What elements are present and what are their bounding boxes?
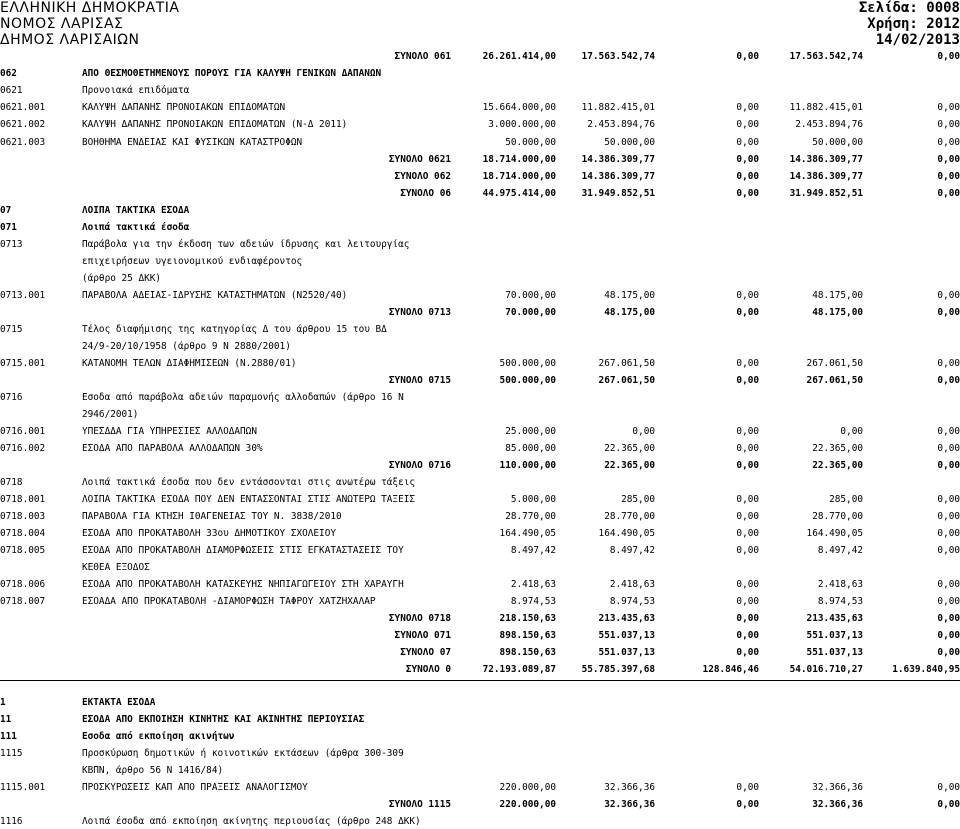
total-row: [0, 374, 960, 388]
remaining-amount: 0,00: [937, 188, 960, 199]
country-label: ΕΛΛΗΝΙΚΗ ΔΗΜΟΚΡΑΤΙΑ: [0, 0, 180, 16]
certified-amount: 22.365,00: [604, 443, 655, 454]
account-code: 0718.003: [0, 511, 46, 522]
account-code: 0718.005: [0, 545, 46, 556]
total-row: [0, 612, 960, 626]
pending-amount: 0,00: [736, 137, 759, 148]
account-code: 0716.002: [0, 443, 46, 454]
account-description: ΒΟΗΘΗΜΑ ΕΝΔΕΙΑΣ ΚΑΙ ΦΥΣΙΚΩΝ ΚΑΤΑΣΤΡΟΦΩΝ: [82, 137, 303, 148]
pending-amount: 0,00: [736, 782, 759, 793]
account-description: Παράβολα για την έκδοση των αδειών ίδρυσης και λειτουργίας: [82, 239, 410, 250]
budget-amount: 898.150,63: [499, 647, 556, 658]
budget-amount: 70.000,00: [505, 307, 556, 318]
collected-amount: 285,00: [829, 494, 863, 505]
collected-amount: 267.061,50: [806, 358, 863, 369]
section-divider: [0, 680, 960, 681]
remaining-amount: 0,00: [937, 119, 960, 130]
account-description: ΠΑΡΑΒΟΛΑ ΓΙΑ ΚΤΗΣΗ ΙΘΑΓΕΝΕΙΑΣ ΤΟΥ Ν. 3838/2010: [82, 511, 342, 522]
account-code: 11: [0, 714, 12, 725]
certified-amount: 31.949.852,51: [581, 188, 655, 199]
budget-amount: 218.150,63: [499, 613, 556, 624]
total-row: [0, 459, 960, 473]
account-code: 0718: [0, 477, 23, 488]
remaining-amount: 0,00: [937, 799, 960, 810]
certified-amount: 267.061,50: [598, 358, 655, 369]
certified-amount: 8.497,42: [609, 545, 655, 556]
account-description: Εσοδα από παράβολα αδειών παραμονής αλλοδαπών (άρθρο 16 Ν: [82, 392, 404, 403]
pending-amount: 0,00: [736, 613, 759, 624]
remaining-amount: 0,00: [937, 460, 960, 471]
account-code: 0713: [0, 239, 23, 250]
budget-amount: 15.664.000,00: [482, 102, 556, 113]
pending-amount: 0,00: [736, 579, 759, 590]
budget-amount: 85.000,00: [505, 443, 556, 454]
remaining-amount: 0,00: [937, 782, 960, 793]
pending-amount: 0,00: [736, 511, 759, 522]
account-description: ΚΑΛΥΨΗ ΔΑΠΑΝΗΣ ΠΡΟΝΟΙΑΚΩΝ ΕΠΙΔΟΜΑΤΩΝ: [82, 102, 286, 113]
certified-amount: 551.037,13: [598, 630, 655, 641]
report-date: 14/02/2013: [875, 32, 960, 48]
account-row: [0, 118, 960, 132]
collected-amount: 48.175,00: [812, 290, 863, 301]
budget-amount: 50.000,00: [505, 137, 556, 148]
account-description: ΕΣΟΔΑ ΑΠΟ ΠΡΟΚΑΤΑΒΟΛΗ ΔΙΑΜΟΡΦΩΣΕΙΣ ΣΤΙΣ ΕΓΚΑΤΑΣΤΑΣΕΙΣ ΤΟΥ: [82, 545, 404, 556]
account-code: 07: [0, 205, 12, 216]
total-row: [0, 306, 960, 320]
account-row: [0, 544, 960, 558]
remaining-amount: 0,00: [937, 647, 960, 658]
account-row: [0, 527, 960, 541]
collected-amount: 213.435,63: [806, 613, 863, 624]
account-row: [0, 238, 960, 252]
pending-amount: 128.846,46: [702, 664, 759, 675]
account-code: 0716: [0, 392, 23, 403]
account-description: 24/9-20/10/1958 (άρθρο 9 Ν 2880/2001): [82, 341, 291, 352]
account-description: ΚΑΤΑΝΟΜΗ ΤΕΛΩΝ ΔΙΑΦΗΜΙΣΕΩΝ (Ν.2880/01): [82, 358, 297, 369]
certified-amount: 14.386.309,77: [581, 171, 655, 182]
account-description: (άρθρο 25 ΔΚΚ): [82, 273, 162, 284]
collected-amount: 14.386.309,77: [789, 171, 863, 182]
account-description: Λοιπά έσοδα από εκποίηση ακίνητης περιουσίας (άρθρο 248 ΔΚΚ): [82, 816, 421, 827]
fiscal-year: Χρήση: 2012: [867, 16, 960, 32]
budget-amount: 500.000,00: [499, 358, 556, 369]
continuation-row: [0, 272, 960, 286]
account-description: ΕΣΟΔΑ ΑΠΟ ΠΡΟΚΑΤΑΒΟΛΗ ΚΑΤΑΣΚΕΥΗΣ ΝΗΠΙΑΓΩΓΕΙΟΥ ΣΤΗ ΧΑΡΑΥΓΗ: [82, 579, 404, 590]
budget-amount: 2.418,63: [510, 579, 556, 590]
remaining-amount: 0,00: [937, 102, 960, 113]
collected-amount: 48.175,00: [812, 307, 863, 318]
account-row: [0, 101, 960, 115]
account-row: [0, 84, 960, 98]
remaining-amount: 0,00: [937, 596, 960, 607]
total-label: ΣΥΝΟΛΟ 061: [394, 51, 451, 62]
budget-amount: 3.000.000,00: [488, 119, 556, 130]
account-description: Προνοιακά επιδόματα: [82, 85, 190, 96]
certified-amount: 48.175,00: [604, 307, 655, 318]
total-label: ΣΥΝΟΛΟ 1115: [388, 799, 451, 810]
account-row: [0, 696, 960, 710]
pending-amount: 0,00: [736, 102, 759, 113]
budget-amount: 110.000,00: [499, 460, 556, 471]
certified-amount: 32.366,36: [604, 799, 655, 810]
continuation-row: [0, 764, 960, 778]
account-code: 0621.003: [0, 137, 46, 148]
remaining-amount: 0,00: [937, 545, 960, 556]
budget-amount: 500.000,00: [499, 375, 556, 386]
account-code: 0715: [0, 324, 23, 335]
account-row: [0, 578, 960, 592]
account-code: 062: [0, 68, 17, 79]
account-row: [0, 136, 960, 150]
pending-amount: 0,00: [736, 307, 759, 318]
remaining-amount: 0,00: [937, 154, 960, 165]
total-row: [0, 50, 960, 64]
account-description: ΕΚΤΑΚΤΑ ΕΣΟΔΑ: [82, 697, 156, 708]
account-code: 111: [0, 731, 17, 742]
total-label: ΣΥΝΟΛΟ 0718: [388, 613, 451, 624]
budget-amount: 18.714.000,00: [482, 154, 556, 165]
collected-amount: 267.061,50: [806, 375, 863, 386]
total-row: [0, 663, 960, 677]
collected-amount: 28.770,00: [812, 511, 863, 522]
account-code: 0718.006: [0, 579, 46, 590]
pending-amount: 0,00: [736, 443, 759, 454]
certified-amount: 28.770,00: [604, 511, 655, 522]
pending-amount: 0,00: [736, 528, 759, 539]
pending-amount: 0,00: [736, 630, 759, 641]
budget-amount: 164.490,05: [499, 528, 556, 539]
pending-amount: 0,00: [736, 494, 759, 505]
collected-amount: 551.037,13: [806, 630, 863, 641]
pending-amount: 0,00: [736, 358, 759, 369]
account-description: ΥΠΕΣΔΔΑ ΓΙΑ ΥΠΗΡΕΣΙΕΣ ΑΛΛΟΔΑΠΩΝ: [82, 426, 257, 437]
budget-amount: 220.000,00: [499, 799, 556, 810]
collected-amount: 164.490,05: [806, 528, 863, 539]
account-code: 1115: [0, 748, 23, 759]
budget-amount: 28.770,00: [505, 511, 556, 522]
certified-amount: 285,00: [621, 494, 655, 505]
collected-amount: 0,00: [840, 426, 863, 437]
pending-amount: 0,00: [736, 290, 759, 301]
budget-amount: 26.261.414,00: [482, 51, 556, 62]
account-description: ΚΕΘΕΑ ΕΞΟΔΟΣ: [82, 562, 150, 573]
pending-amount: 0,00: [736, 375, 759, 386]
budget-amount: 70.000,00: [505, 290, 556, 301]
page-number: Σελίδα: 0008: [858, 0, 960, 16]
collected-amount: 22.365,00: [812, 443, 863, 454]
remaining-amount: 0,00: [937, 528, 960, 539]
account-row: [0, 357, 960, 371]
remaining-amount: 0,00: [937, 375, 960, 386]
account-row: [0, 747, 960, 761]
budget-amount: 5.000,00: [510, 494, 556, 505]
account-description: ΚΒΠΝ, άρθρο 56 Ν 1416/84): [82, 765, 224, 776]
collected-amount: 14.386.309,77: [789, 154, 863, 165]
collected-amount: 31.949.852,51: [789, 188, 863, 199]
account-description: ΚΑΛΥΨΗ ΔΑΠΑΝΗΣ ΠΡΟΝΟΙΑΚΩΝ ΕΠΙΔΟΜΑΤΩΝ (Ν-Δ 2011): [82, 119, 348, 130]
account-code: 071: [0, 222, 17, 233]
remaining-amount: 0,00: [937, 51, 960, 62]
pending-amount: 0,00: [736, 545, 759, 556]
account-row: [0, 510, 960, 524]
account-row: [0, 713, 960, 727]
account-row: [0, 204, 960, 218]
account-row: [0, 815, 960, 829]
pending-amount: 0,00: [736, 799, 759, 810]
certified-amount: 32.366,36: [604, 782, 655, 793]
certified-amount: 55.785.397,68: [581, 664, 655, 675]
remaining-amount: 0,00: [937, 290, 960, 301]
account-description: ΕΣΟΑΔΑ ΑΠΟ ΠΡΟΚΑΤΑΒΟΛΗ -ΔΙΑΜΟΡΦΩΣΗ ΤΑΦΡΟΥ ΧΑΤΖΗΧΑΛΑΡ: [82, 596, 376, 607]
account-code: 0718.004: [0, 528, 46, 539]
account-description: Εσοδα από εκποίηση ακινήτων: [82, 731, 235, 742]
collected-amount: 2.453.894,76: [795, 119, 863, 130]
total-label: ΣΥΝΟΛΟ 06: [400, 188, 451, 199]
remaining-amount: 0,00: [937, 137, 960, 148]
account-code: 1115.001: [0, 782, 46, 793]
budget-amount: 72.193.089,87: [482, 664, 556, 675]
remaining-amount: 0,00: [937, 494, 960, 505]
account-code: 0621.001: [0, 102, 46, 113]
total-row: [0, 153, 960, 167]
budget-amount: 8.974,53: [510, 596, 556, 607]
account-row: [0, 781, 960, 795]
certified-amount: 213.435,63: [598, 613, 655, 624]
remaining-amount: 0,00: [937, 613, 960, 624]
budget-amount: 25.000,00: [505, 426, 556, 437]
account-code: 0715.001: [0, 358, 46, 369]
budget-amount: 898.150,63: [499, 630, 556, 641]
account-description: ΕΣΟΔΑ ΑΠΟ ΕΚΠΟΙΗΣΗ ΚΙΝΗΤΗΣ ΚΑΙ ΑΚΙΝΗΤΗΣ ΠΕΡΙΟΥΣΙΑΣ: [82, 714, 365, 725]
budget-amount: 220.000,00: [499, 782, 556, 793]
budget-amount: 18.714.000,00: [482, 171, 556, 182]
account-description: 2946/2001): [82, 409, 139, 420]
account-description: Τέλος διαφήμισης της κατηγορίας Δ του άρθρου 15 του ΒΔ: [82, 324, 387, 335]
account-description: Λοιπά τακτικά έσοδα που δεν εντάσσονται στις ανωτέρω τάξεις: [82, 477, 416, 488]
account-row: [0, 595, 960, 609]
account-description: επιχειρήσεων υγειονομικού ενδιαφέροντος: [82, 256, 303, 267]
total-row: [0, 798, 960, 812]
certified-amount: 8.974,53: [609, 596, 655, 607]
certified-amount: 11.882.415,01: [581, 102, 655, 113]
account-row: [0, 493, 960, 507]
account-description: ΑΠΟ ΘΕΣΜΟΘΕΤΗΜΕΝΟΥΣ ΠΟΡΟΥΣ ΓΙΑ ΚΑΛΥΨΗ ΓΕΝΙΚΩΝ ΔΑΠΑΝΩΝ: [82, 68, 382, 79]
account-code: 0713.001: [0, 290, 46, 301]
pending-amount: 0,00: [736, 51, 759, 62]
account-code: 0718.007: [0, 596, 46, 607]
pending-amount: 0,00: [736, 596, 759, 607]
remaining-amount: 0,00: [937, 171, 960, 182]
account-description: Λοιπά τακτικά έσοδα: [82, 222, 190, 233]
remaining-amount: 0,00: [937, 358, 960, 369]
certified-amount: 22.365,00: [604, 460, 655, 471]
account-row: [0, 476, 960, 490]
total-label: ΣΥΝΟΛΟ 071: [394, 630, 451, 641]
certified-amount: 14.386.309,77: [581, 154, 655, 165]
account-row: [0, 730, 960, 744]
certified-amount: 17.563.542,74: [581, 51, 655, 62]
remaining-amount: 0,00: [937, 426, 960, 437]
account-description: ΕΣΟΔΑ ΑΠΟ ΠΡΟΚΑΤΑΒΟΛΗ 33ου ΔΗΜΟΤΙΚΟΥ ΣΧΟΛΕΙΟΥ: [82, 528, 336, 539]
total-row: [0, 187, 960, 201]
total-label: ΣΥΝΟΛΟ 062: [394, 171, 451, 182]
continuation-row: [0, 255, 960, 269]
account-row: [0, 391, 960, 405]
header-line-2: [0, 16, 960, 32]
pending-amount: 0,00: [736, 426, 759, 437]
pending-amount: 0,00: [736, 119, 759, 130]
remaining-amount: 0,00: [937, 579, 960, 590]
remaining-amount: 0,00: [937, 443, 960, 454]
total-label: ΣΥΝΟΛΟ 0: [405, 664, 451, 675]
account-row: [0, 442, 960, 456]
prefecture-label: ΝΟΜΟΣ ΛΑΡΙΣΑΣ: [0, 16, 124, 32]
pending-amount: 0,00: [736, 188, 759, 199]
certified-amount: 2.418,63: [609, 579, 655, 590]
account-description: ΕΣΟΔΑ ΑΠΟ ΠΑΡΑΒΟΛΑ ΑΛΛΟΔΑΠΩΝ 30%: [82, 443, 263, 454]
account-code: 0621: [0, 85, 23, 96]
account-row: [0, 67, 960, 81]
account-code: 0718.001: [0, 494, 46, 505]
account-description: ΠΡΟΣΚΥΡΩΣΕΙΣ ΚΑΠ ΑΠΟ ΠΡΑΞΕΙΣ ΑΝΑΛΟΓΙΣΜΟΥ: [82, 782, 308, 793]
pending-amount: 0,00: [736, 647, 759, 658]
header-line-3: [0, 32, 960, 48]
collected-amount: 32.366,36: [812, 782, 863, 793]
account-description: ΠΑΡΑΒΟΛΑ ΑΔΕΙΑΣ-ΙΔΡΥΣΗΣ ΚΑΤΑΣΤΗΜΑΤΩΝ (Ν2520/40): [82, 290, 348, 301]
account-description: Προσκύρωση δημοτικών ή κοινοτικών εκτάσεων (άρθρα 300-309: [82, 748, 404, 759]
total-label: ΣΥΝΟΛΟ 0621: [388, 154, 451, 165]
account-row: [0, 289, 960, 303]
remaining-amount: 0,00: [937, 511, 960, 522]
pending-amount: 0,00: [736, 171, 759, 182]
collected-amount: 32.366,36: [812, 799, 863, 810]
continuation-row: [0, 340, 960, 354]
total-row: [0, 646, 960, 660]
account-code: 0621.002: [0, 119, 46, 130]
pending-amount: 0,00: [736, 154, 759, 165]
certified-amount: 48.175,00: [604, 290, 655, 301]
header-line-1: [0, 0, 960, 16]
total-label: ΣΥΝΟΛΟ 0716: [388, 460, 451, 471]
account-code: 1116: [0, 816, 23, 827]
total-row: [0, 170, 960, 184]
remaining-amount: 0,00: [937, 630, 960, 641]
collected-amount: 2.418,63: [817, 579, 863, 590]
certified-amount: 0,00: [632, 426, 655, 437]
municipality-label: ΔΗΜΟΣ ΛΑΡΙΣΑΙΩΝ: [0, 32, 140, 48]
account-row: [0, 323, 960, 337]
collected-amount: 8.974,53: [817, 596, 863, 607]
collected-amount: 8.497,42: [817, 545, 863, 556]
account-row: [0, 425, 960, 439]
collected-amount: 54.016.710,27: [789, 664, 863, 675]
continuation-row: [0, 561, 960, 575]
total-label: ΣΥΝΟΛΟ 07: [400, 647, 451, 658]
total-label: ΣΥΝΟΛΟ 0715: [388, 375, 451, 386]
total-label: ΣΥΝΟΛΟ 0713: [388, 307, 451, 318]
certified-amount: 267.061,50: [598, 375, 655, 386]
budget-amount: 8.497,42: [510, 545, 556, 556]
budget-amount: 44.975.414,00: [482, 188, 556, 199]
collected-amount: 11.882.415,01: [789, 102, 863, 113]
account-row: [0, 221, 960, 235]
certified-amount: 2.453.894,76: [587, 119, 655, 130]
certified-amount: 551.037,13: [598, 647, 655, 658]
collected-amount: 551.037,13: [806, 647, 863, 658]
account-code: 0716.001: [0, 426, 46, 437]
account-code: 1: [0, 697, 6, 708]
remaining-amount: 1.639.840,95: [892, 664, 960, 675]
collected-amount: 17.563.542,74: [789, 51, 863, 62]
pending-amount: 0,00: [736, 460, 759, 471]
certified-amount: 164.490,05: [598, 528, 655, 539]
total-row: [0, 629, 960, 643]
continuation-row: [0, 408, 960, 422]
account-description: ΛΟΙΠΑ ΤΑΚΤΙΚΑ ΕΣΟΔΑ ΠΟΥ ΔΕΝ ΕΝΤΑΣΣΟΝΤΑΙ ΣΤΙΣ ΑΝΩΤΕΡΩ ΤΑΞΕΙΣ: [82, 494, 416, 505]
collected-amount: 22.365,00: [812, 460, 863, 471]
collected-amount: 50.000,00: [812, 137, 863, 148]
account-description: ΛΟΙΠΑ ΤΑΚΤΙΚΑ ΕΣΟΔΑ: [82, 205, 190, 216]
remaining-amount: 0,00: [937, 307, 960, 318]
certified-amount: 50.000,00: [604, 137, 655, 148]
